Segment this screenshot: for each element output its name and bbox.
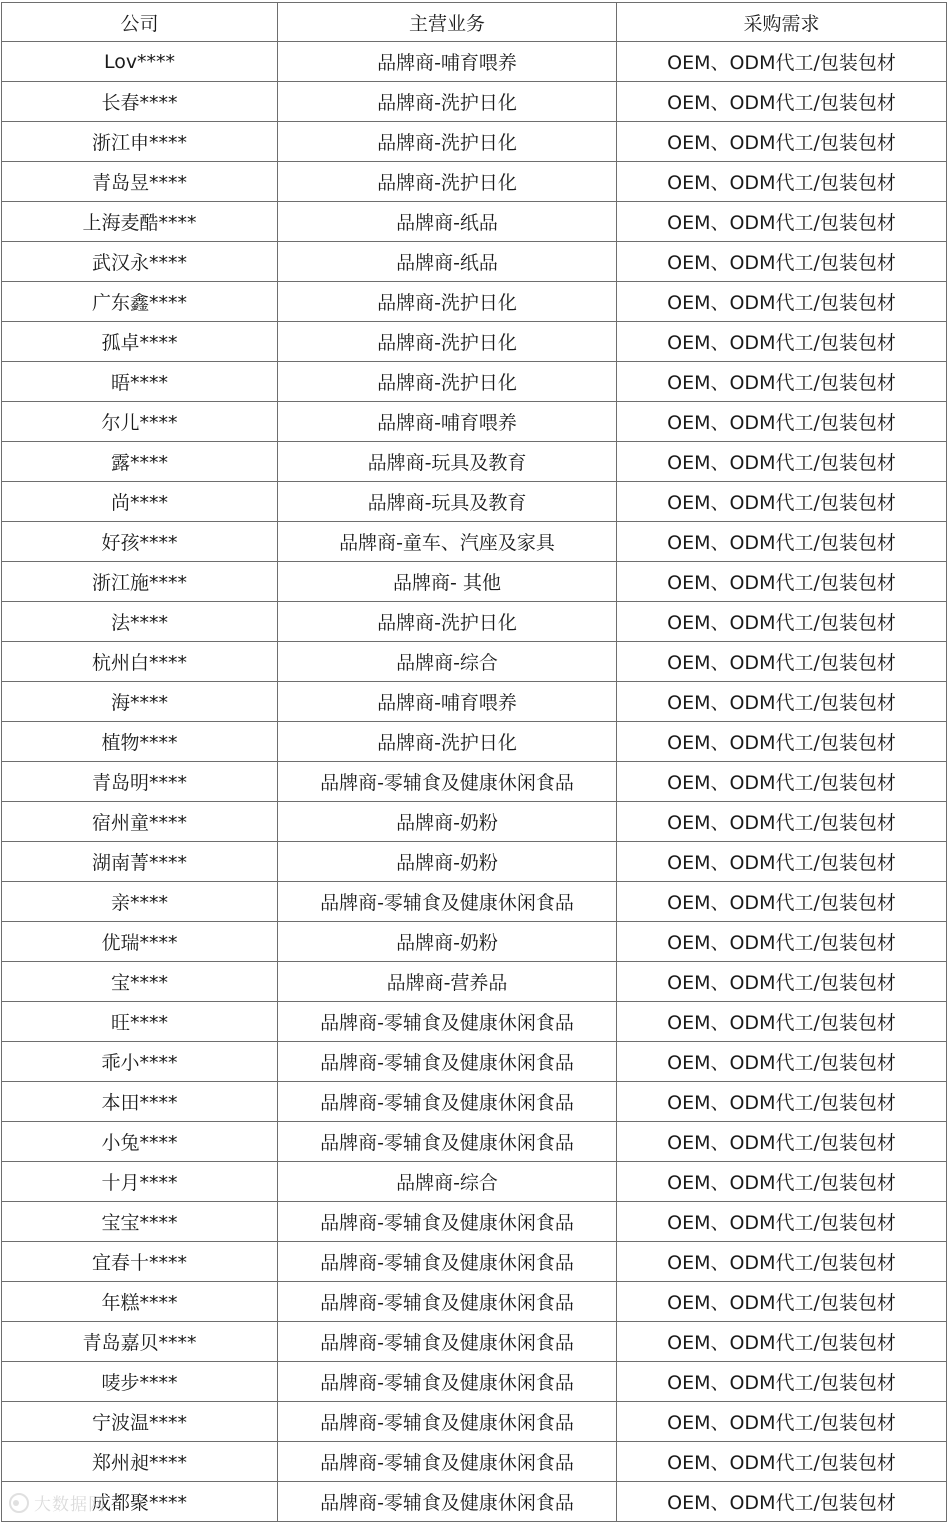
cell-main-business: 品牌商-玩具及教育 xyxy=(278,442,617,482)
table-row xyxy=(2,1162,947,1202)
cell-company: Lov**** xyxy=(2,42,278,82)
cell-company: 孤卓**** xyxy=(2,322,278,362)
cell-main-business: 品牌商-哺育喂养 xyxy=(278,682,617,722)
table-row xyxy=(2,562,947,602)
cell-purchase-demand: OEM、ODM代工/包装包材 xyxy=(617,122,947,162)
cell-main-business: 品牌商-洗护日化 xyxy=(278,722,617,762)
cell-main-business: 品牌商-洗护日化 xyxy=(278,602,617,642)
table-row xyxy=(2,1282,947,1322)
cell-main-business: 品牌商-零辅食及健康休闲食品 xyxy=(278,762,617,802)
cell-purchase-demand: OEM、ODM代工/包装包材 xyxy=(617,242,947,282)
cell-main-business: 品牌商-洗护日化 xyxy=(278,122,617,162)
table-row xyxy=(2,642,947,682)
cell-main-business: 品牌商-零辅食及健康休闲食品 xyxy=(278,1122,617,1162)
cell-company: 广东鑫**** xyxy=(2,282,278,322)
table-row xyxy=(2,42,947,82)
table-row xyxy=(2,1082,947,1122)
cell-purchase-demand: OEM、ODM代工/包装包材 xyxy=(617,562,947,602)
cell-purchase-demand: OEM、ODM代工/包装包材 xyxy=(617,1042,947,1082)
table-row xyxy=(2,162,947,202)
cell-company: 上海麦酷**** xyxy=(2,202,278,242)
table-row xyxy=(2,1042,947,1082)
cell-company: 法**** xyxy=(2,602,278,642)
cell-purchase-demand: OEM、ODM代工/包装包材 xyxy=(617,842,947,882)
cell-main-business: 品牌商-洗护日化 xyxy=(278,162,617,202)
table-row xyxy=(2,1482,947,1522)
table-row xyxy=(2,762,947,802)
cell-purchase-demand: OEM、ODM代工/包装包材 xyxy=(617,922,947,962)
cell-main-business: 品牌商-零辅食及健康休闲食品 xyxy=(278,1402,617,1442)
cell-main-business: 品牌商-零辅食及健康休闲食品 xyxy=(278,1282,617,1322)
cell-main-business: 品牌商-零辅食及健康休闲食品 xyxy=(278,1202,617,1242)
cell-company: 尔儿**** xyxy=(2,402,278,442)
cell-main-business: 品牌商-洗护日化 xyxy=(278,362,617,402)
table-row xyxy=(2,1402,947,1442)
cell-main-business: 品牌商-零辅食及健康休闲食品 xyxy=(278,1482,617,1522)
cell-company: 青岛昱**** xyxy=(2,162,278,202)
table-body xyxy=(2,42,947,1522)
table-row xyxy=(2,922,947,962)
cell-company: 宜春十**** xyxy=(2,1242,278,1282)
cell-main-business: 品牌商-玩具及教育 xyxy=(278,482,617,522)
cell-main-business: 品牌商-营养品 xyxy=(278,962,617,1002)
cell-purchase-demand: OEM、ODM代工/包装包材 xyxy=(617,1362,947,1402)
table-row xyxy=(2,842,947,882)
cell-company: 尚**** xyxy=(2,482,278,522)
cell-company: 植物**** xyxy=(2,722,278,762)
cell-purchase-demand: OEM、ODM代工/包装包材 xyxy=(617,1482,947,1522)
cell-company: 优瑞**** xyxy=(2,922,278,962)
cell-company: 浙江施**** xyxy=(2,562,278,602)
table-row xyxy=(2,322,947,362)
cell-purchase-demand: OEM、ODM代工/包装包材 xyxy=(617,682,947,722)
cell-main-business: 品牌商-奶粉 xyxy=(278,802,617,842)
cell-main-business: 品牌商-奶粉 xyxy=(278,842,617,882)
cell-purchase-demand: OEM、ODM代工/包装包材 xyxy=(617,1242,947,1282)
table-row xyxy=(2,682,947,722)
cell-purchase-demand: OEM、ODM代工/包装包材 xyxy=(617,1002,947,1042)
cell-purchase-demand: OEM、ODM代工/包装包材 xyxy=(617,82,947,122)
cell-company: 十月**** xyxy=(2,1162,278,1202)
cell-main-business: 品牌商-零辅食及健康休闲食品 xyxy=(278,1002,617,1042)
cell-purchase-demand: OEM、ODM代工/包装包材 xyxy=(617,1402,947,1442)
cell-main-business: 品牌商-综合 xyxy=(278,1162,617,1202)
cell-purchase-demand: OEM、ODM代工/包装包材 xyxy=(617,202,947,242)
watermark-text: 大数据网 xyxy=(34,1495,106,1515)
cell-purchase-demand: OEM、ODM代工/包装包材 xyxy=(617,882,947,922)
cell-company: 宿州童**** xyxy=(2,802,278,842)
cell-company: 宝**** xyxy=(2,962,278,1002)
cell-purchase-demand: OEM、ODM代工/包装包材 xyxy=(617,1322,947,1362)
cell-main-business: 品牌商-奶粉 xyxy=(278,922,617,962)
header-row xyxy=(2,3,947,42)
cell-purchase-demand: OEM、ODM代工/包装包材 xyxy=(617,642,947,682)
cell-purchase-demand: OEM、ODM代工/包装包材 xyxy=(617,362,947,402)
table-row xyxy=(2,402,947,442)
cell-purchase-demand: OEM、ODM代工/包装包材 xyxy=(617,722,947,762)
cell-company: 浙江申**** xyxy=(2,122,278,162)
cell-main-business: 品牌商-零辅食及健康休闲食品 xyxy=(278,1362,617,1402)
cell-purchase-demand: OEM、ODM代工/包装包材 xyxy=(617,602,947,642)
cell-main-business: 品牌商-零辅食及健康休闲食品 xyxy=(278,1042,617,1082)
table-row xyxy=(2,962,947,1002)
cell-company: 年糕**** xyxy=(2,1282,278,1322)
table-row xyxy=(2,482,947,522)
cell-purchase-demand: OEM、ODM代工/包装包材 xyxy=(617,442,947,482)
table-row xyxy=(2,442,947,482)
cell-company: 湖南菁**** xyxy=(2,842,278,882)
table-row xyxy=(2,202,947,242)
cell-purchase-demand: OEM、ODM代工/包装包材 xyxy=(617,162,947,202)
cell-purchase-demand: OEM、ODM代工/包装包材 xyxy=(617,762,947,802)
table-row xyxy=(2,1202,947,1242)
cell-main-business: 品牌商-洗护日化 xyxy=(278,82,617,122)
cell-company: 郑州昶**** xyxy=(2,1442,278,1482)
buyer-table xyxy=(1,2,947,1522)
table-row xyxy=(2,1442,947,1482)
cell-purchase-demand: OEM、ODM代工/包装包材 xyxy=(617,802,947,842)
cell-main-business: 品牌商-零辅食及健康休闲食品 xyxy=(278,1242,617,1282)
cell-main-business: 品牌商-洗护日化 xyxy=(278,322,617,362)
cell-purchase-demand: OEM、ODM代工/包装包材 xyxy=(617,1122,947,1162)
cell-company: 海**** xyxy=(2,682,278,722)
table-row xyxy=(2,282,947,322)
table-row xyxy=(2,882,947,922)
cell-main-business: 品牌商-零辅食及健康休闲食品 xyxy=(278,882,617,922)
table-row xyxy=(2,82,947,122)
cell-purchase-demand: OEM、ODM代工/包装包材 xyxy=(617,962,947,1002)
cell-purchase-demand: OEM、ODM代工/包装包材 xyxy=(617,402,947,442)
header-main-business: 主营业务 xyxy=(278,3,617,42)
cell-company: 武汉永**** xyxy=(2,242,278,282)
table-row xyxy=(2,122,947,162)
cell-main-business: 品牌商-零辅食及健康休闲食品 xyxy=(278,1082,617,1122)
cell-purchase-demand: OEM、ODM代工/包装包材 xyxy=(617,42,947,82)
table-row xyxy=(2,242,947,282)
cell-company: 宁波温**** xyxy=(2,1402,278,1442)
cell-main-business: 品牌商-综合 xyxy=(278,642,617,682)
table-row xyxy=(2,362,947,402)
cell-main-business: 品牌商-童车、汽座及家具 xyxy=(278,522,617,562)
cell-main-business: 品牌商-洗护日化 xyxy=(278,282,617,322)
header-purchase-demand: 采购需求 xyxy=(617,3,947,42)
table-row xyxy=(2,722,947,762)
cell-purchase-demand: OEM、ODM代工/包装包材 xyxy=(617,1442,947,1482)
cell-company: 好孩**** xyxy=(2,522,278,562)
cell-company: 唛步**** xyxy=(2,1362,278,1402)
table-row xyxy=(2,522,947,562)
cell-company: 宝宝**** xyxy=(2,1202,278,1242)
cell-company: 晤**** xyxy=(2,362,278,402)
cell-purchase-demand: OEM、ODM代工/包装包材 xyxy=(617,1162,947,1202)
cell-company: 青岛嘉贝**** xyxy=(2,1322,278,1362)
cell-purchase-demand: OEM、ODM代工/包装包材 xyxy=(617,482,947,522)
table-row xyxy=(2,1322,947,1362)
table-row xyxy=(2,602,947,642)
table-row xyxy=(2,802,947,842)
cell-company: 成都聚**** xyxy=(2,1482,278,1522)
cell-purchase-demand: OEM、ODM代工/包装包材 xyxy=(617,282,947,322)
table-row xyxy=(2,1002,947,1042)
table-row xyxy=(2,1122,947,1162)
cell-purchase-demand: OEM、ODM代工/包装包材 xyxy=(617,322,947,362)
header-company: 公司 xyxy=(2,3,278,42)
cell-company: 旺**** xyxy=(2,1002,278,1042)
cell-main-business: 品牌商-哺育喂养 xyxy=(278,402,617,442)
table-row xyxy=(2,1242,947,1282)
cell-main-business: 品牌商-纸品 xyxy=(278,242,617,282)
cell-company: 长春**** xyxy=(2,82,278,122)
cell-purchase-demand: OEM、ODM代工/包装包材 xyxy=(617,1082,947,1122)
cell-company: 小兔**** xyxy=(2,1122,278,1162)
cell-main-business: 品牌商-哺育喂养 xyxy=(278,42,617,82)
cell-main-business: 品牌商-纸品 xyxy=(278,202,617,242)
cell-main-business: 品牌商- 其他 xyxy=(278,562,617,602)
cell-company: 杭州白**** xyxy=(2,642,278,682)
cell-purchase-demand: OEM、ODM代工/包装包材 xyxy=(617,1202,947,1242)
cell-company: 乖小**** xyxy=(2,1042,278,1082)
cell-purchase-demand: OEM、ODM代工/包装包材 xyxy=(617,1282,947,1322)
cell-main-business: 品牌商-零辅食及健康休闲食品 xyxy=(278,1442,617,1482)
table-row xyxy=(2,1362,947,1402)
cell-main-business: 品牌商-零辅食及健康休闲食品 xyxy=(278,1322,617,1362)
cell-company: 亲**** xyxy=(2,882,278,922)
cell-company: 露**** xyxy=(2,442,278,482)
cell-purchase-demand: OEM、ODM代工/包装包材 xyxy=(617,522,947,562)
cell-company: 本田**** xyxy=(2,1082,278,1122)
cell-company: 青岛明**** xyxy=(2,762,278,802)
